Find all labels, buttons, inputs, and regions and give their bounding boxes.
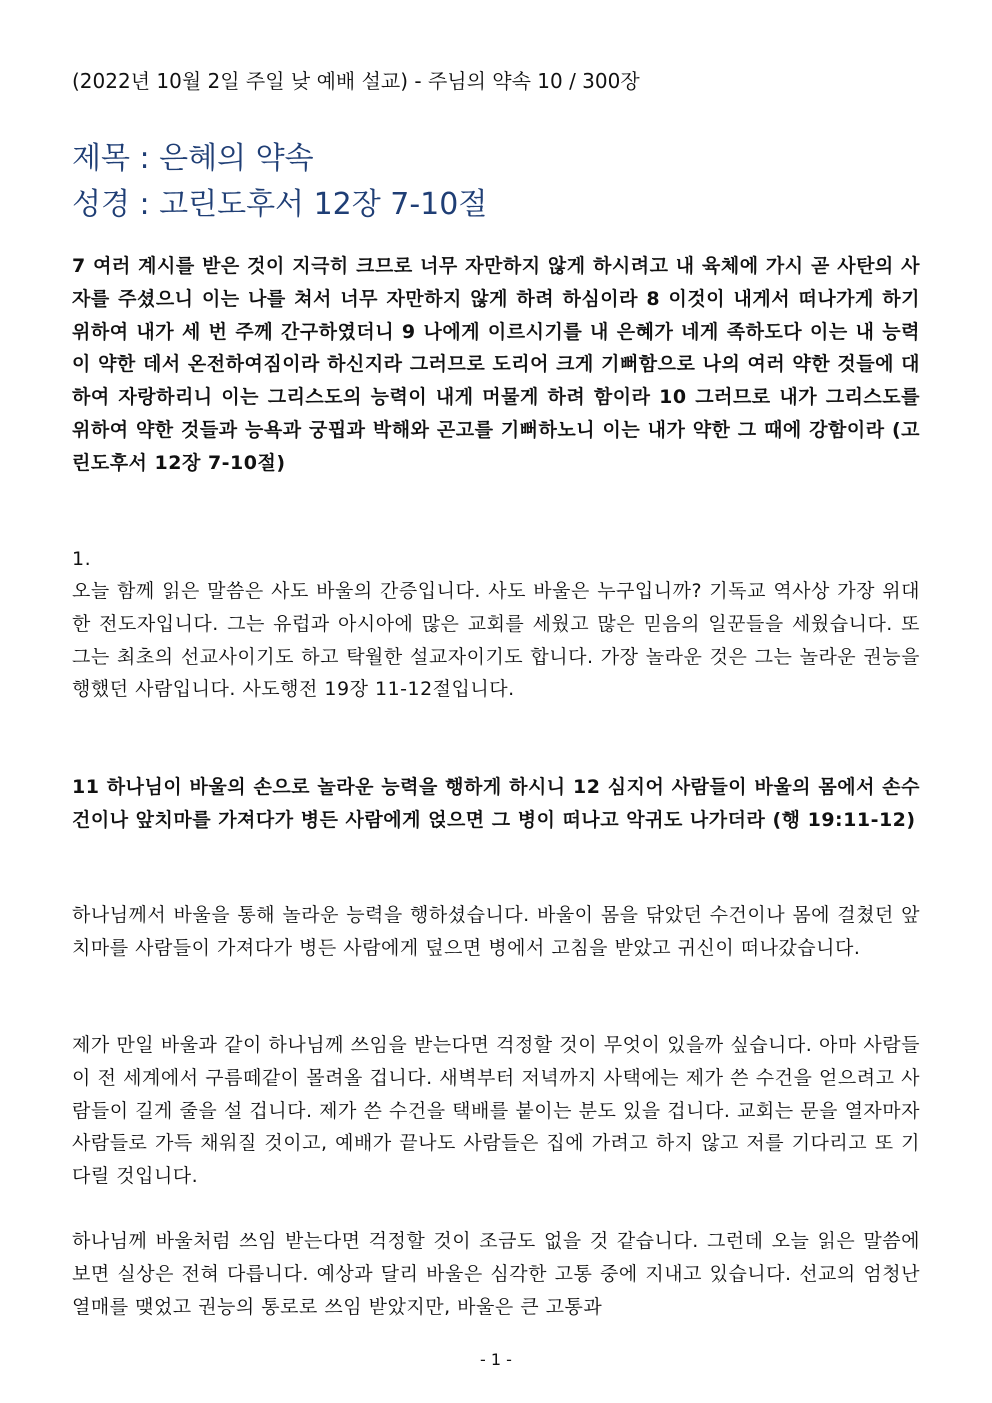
page-number: - 1 - [480,1350,512,1369]
body-paragraph-4: 하나님께 바울처럼 쓰임 받는다면 걱정할 것이 조금도 없을 것 같습니다. 그런데 오늘 읽은 말씀에 보면 실상은 전혀 다릅니다. 예상과 달리 바울은 심각한 고통 중에 지내고 있습니다. 선교의 엄청난 열매를 맺었고 권능의 통로로 쓰임 받았지만, 바울은 큰 고통과 [72,1230,920,1318]
scripture-passage: 7 여러 계시를 받은 것이 지극히 크므로 너무 자만하지 않게 하시려고 내 육체에 가시 곧 사탄의 사자를 주셨으니 이는 나를 쳐서 너무 자만하지 않게 하려 하심이라 8 이것이 내게서 떠나가게 하기 위하여 내가 세 번 주께 간구하였더니 9 나에게 이르시기를 내 은혜가 네게 족하도다 이는 내 능력이 약한 데서 온전하여짐이라 하신지라 그러므로 도리어 크게 기뻐함으로 나의 여러 약한 것들에 대하여 자랑하리니 이는 그리스도의 능력이 내게 머물게 하려 함이라 10 그러므로 내가 그리스도를 위하여 약한 것들과 능욕과 궁핍과 박해와 곤고를 기뻐하노니 이는 내가 약한 그 때에 강함이라 (고린도후서 12장 7-10절) [72,255,920,474]
body-paragraph-3: 제가 만일 바울과 같이 하나님께 쓰임을 받는다면 걱정할 것이 무엇이 있을까 싶습니다. 아마 사람들이 전 세계에서 구름떼같이 몰려올 겁니다. 새벽부터 저녁까지 사택에는 제가 쓴 수건을 얻으려고 사람들이 길게 줄을 설 겁니다. 제가 쓴 수건을 택배를 붙이는 분도 있을 겁니다. 교회는 문을 열자마자 사람들로 가득 채워질 것이고, 예배가 끝나도 사람들은 집에 가려고 하지 않고 저를 기다리고 또 기다릴 것입니다. [72,1034,920,1188]
sermon-header: (2022년 10월 2일 주일 낮 예배 설교) - 주님의 약속 10 / 300장 [72,69,640,93]
scripture-reference: 성경 : 고린도후서 12장 7-10절 [72,187,488,222]
scripture-quote: 11 하나님이 바울의 손으로 놀라운 능력을 행하게 하시니 12 심지어 사람들이 바울의 몸에서 손수건이나 앞치마를 가져다가 병든 사람에게 얹으면 그 병이 떠나고 악귀도 나가더라 (행 19:11-12) [72,776,920,831]
sermon-title: 제목 : 은혜의 약속 [72,141,314,176]
title-block [72,136,487,228]
body-paragraph-1: 오늘 함께 읽은 말씀은 사도 바울의 간증입니다. 사도 바울은 누구입니까? 기독교 역사상 가장 위대한 전도자입니다. 그는 유럽과 아시아에 많은 교회를 세웠고 많은 믿음의 일꾼들을 세웠습니다. 또 그는 최초의 선교사이기도 하고 탁월한 설교자이기도 합니다. 가장 놀라운 것은 그는 놀라운 권능을 행했던 사람입니다. 사도행전 19장 11-12절입니다. [72,580,920,701]
section-number: 1. [72,548,92,570]
body-paragraph-2: 하나님께서 바울을 통해 놀라운 능력을 행하셨습니다. 바울이 몸을 닦았던 수건이나 몸에 걸쳤던 앞치마를 사람들이 가져다가 병든 사람에게 덮으면 병에서 고침을 받았고 귀신이 떠나갔습니다. [72,904,920,959]
